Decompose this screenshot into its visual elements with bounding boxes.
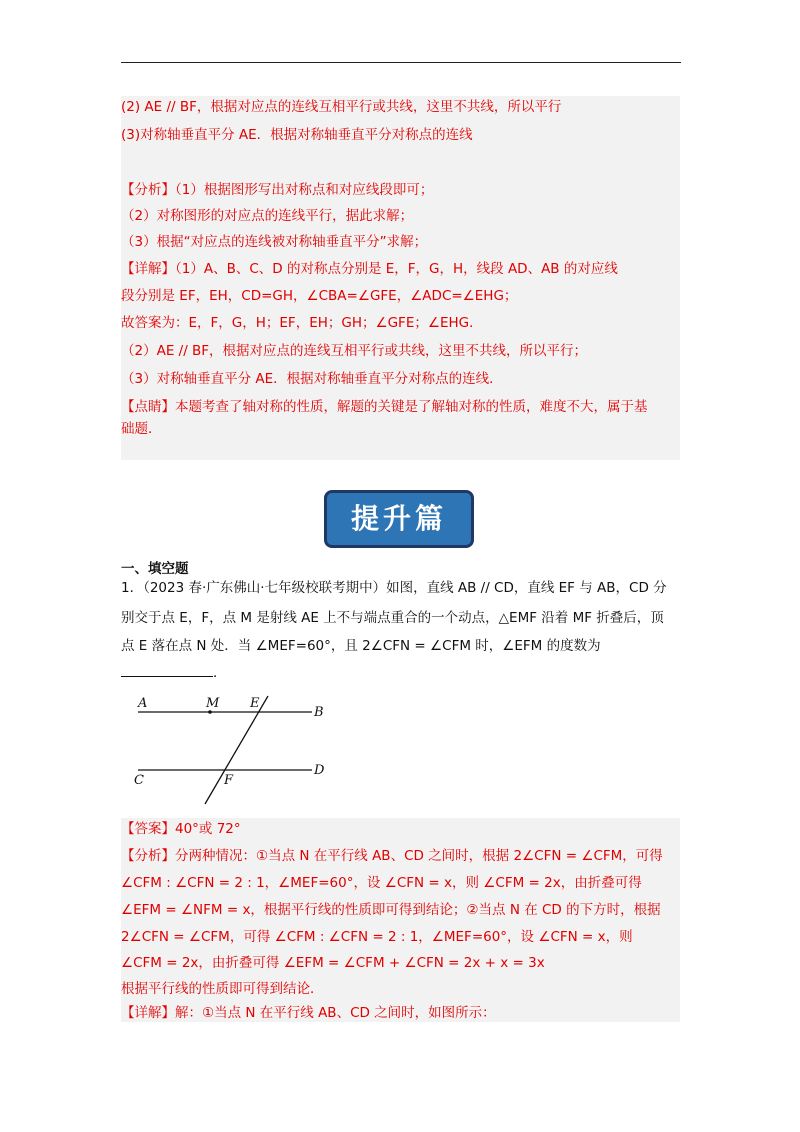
answer-text: 40°或 72° <box>175 821 241 837</box>
text-line: 故答案为：E，F，G，H；EF，EH；GH；∠GFE；∠EHG． <box>121 315 483 331</box>
text-line: （3）对称轴垂直平分 AE．根据对称轴垂直平分对称点的连线． <box>121 371 503 387</box>
comment-tag: 【点睛】 <box>121 399 175 415</box>
analysis-line <box>121 180 433 200</box>
section-banner: 提升篇 <box>324 490 474 548</box>
header-rule <box>121 62 681 63</box>
blank-period: ． <box>213 665 227 681</box>
section-heading: 一、填空题 <box>121 561 189 577</box>
text-line: ∠EFM = ∠NFM = x，根据平行线的性质即可得到结论；②当点 N 在 CD 的下方时，根据 <box>121 902 661 918</box>
text-line: 根据平行线的性质即可得到结论． <box>121 981 324 997</box>
text-line: （2）AE // BF，根据对应点的连线互相平行或共线，这里不共线，所以平行； <box>121 343 588 359</box>
text-line: (2) AE // BF，根据对应点的连线互相平行或共线，这里不共线，所以平行 <box>121 99 562 115</box>
text-line: ∠CFM = 2x，由折叠可得 ∠EFM = ∠CFM + ∠CFN = 2x + x = 3x <box>121 955 545 971</box>
text-line: (3)对称轴垂直平分 AE．根据对称轴垂直平分对称点的连线 <box>121 127 473 143</box>
text-line: （3）根据“对应点的连线被对称轴垂直平分”求解； <box>121 234 428 250</box>
analysis-text: （1）根据图形写出对称点和对应线段即可； <box>175 182 434 198</box>
detail-tag: 【详解】 <box>121 261 175 277</box>
label-a: A <box>138 696 148 711</box>
comment-line <box>121 397 648 417</box>
detail-text: 解：①当点 N 在平行线 AB、CD 之间时，如图所示： <box>175 1005 496 1021</box>
detail-tag: 【详解】 <box>121 1005 175 1021</box>
answer-blank-line <box>121 662 227 683</box>
label-e: E <box>250 696 260 711</box>
analysis-tag: 【分析】 <box>121 182 175 198</box>
detail-text: （1）A、B、C、D 的对称点分别是 E，F，G，H，线段 AD、AB 的对应线 <box>175 261 618 277</box>
label-m: M <box>206 696 220 711</box>
text-line: 础题． <box>121 421 162 437</box>
answer-tag: 【答案】 <box>121 821 175 837</box>
detail-line <box>121 259 618 279</box>
geometry-figure <box>128 690 348 820</box>
analysis-text: 分两种情况：①当点 N 在平行线 AB、CD 之间时，根据 2∠CFN = ∠CFM，可得 <box>175 848 663 864</box>
answer-line <box>121 819 241 839</box>
question-line: 点 E 落在点 N 处．当 ∠MEF=60°，且 2∠CFN = ∠CFM 时，∠EFM 的度数为 <box>121 638 601 654</box>
label-c: C <box>134 773 144 788</box>
label-f: F <box>224 773 234 788</box>
analysis-line <box>121 846 663 866</box>
label-b: B <box>314 705 324 720</box>
text-line: （2）对称图形的对应点的连线平行，据此求解； <box>121 208 414 224</box>
text-line: 段分别是 EF，EH，CD=GH，∠CBA=∠GFE，∠ADC=∠EHG； <box>121 288 518 304</box>
answer-blank <box>121 662 213 677</box>
analysis-tag: 【分析】 <box>121 848 175 864</box>
detail-line <box>121 1003 496 1023</box>
comment-text: 本题考查了轴对称的性质，解题的关键是了解轴对称的性质，难度不大，属于基 <box>175 399 648 415</box>
text-line: ∠CFM : ∠CFN = 2 : 1，∠MEF=60°，设 ∠CFN = x，则 ∠CFM = 2x，由折叠可得 <box>121 875 642 891</box>
text-line: 2∠CFN = ∠CFM，可得 ∠CFM : ∠CFN = 2 : 1，∠MEF=60°，设 ∠CFN = x，则 <box>121 929 633 945</box>
label-d: D <box>314 763 325 778</box>
question-line: 别交于点 E，F，点 M 是射线 AE 上不与端点重合的一个动点，△EMF 沿着 MF 折叠后，顶 <box>121 610 664 626</box>
question-line: 1．（2023 春·广东佛山·七年级校联考期中）如图，直线 AB // CD，直线 EF 与 AB，CD 分 <box>121 580 667 596</box>
